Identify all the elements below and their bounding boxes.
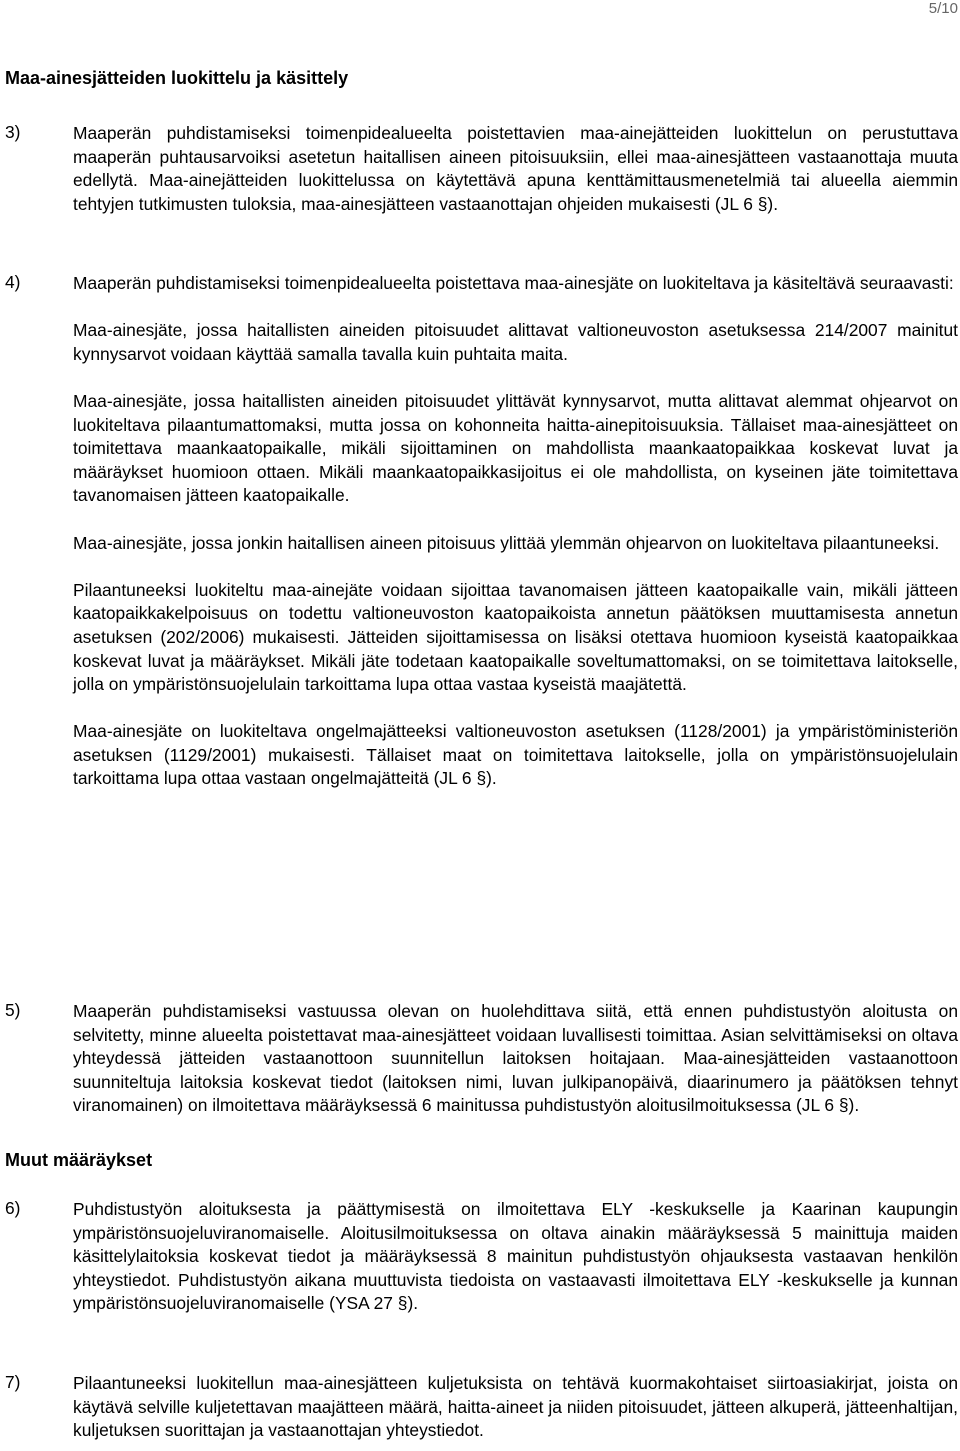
item-4-body [73, 272, 958, 791]
item-4-paragraph-upper-guideline: Maa-ainesjäte, jossa jonkin haitallisen aineen pitoisuus ylittää ylemmän ohjearvon on luokiteltava pilaantuneeksi. [73, 532, 940, 553]
item-4-intro: Maaperän puhdistamiseksi toimenpidealueelta poistettava maa-ainesjäte on luokiteltava ja käsiteltävä seuraavasti: [73, 273, 954, 293]
item-3-number: 3) [5, 122, 21, 142]
item-4-paragraph-hazardous: Maa-ainesjäte on luokiteltava ongelmajätteeksi valtioneuvoston asetuksen (1128/2001) ja ympäristöministeriön asetuksen (1129/2001) mukaisesti. Tällaiset maat on toimitettava laitokselle, jolla on ympäristönsuojelulain tarkoittama lupa ottaa vastaan ongelmajätteitä (JL 6 §). [73, 721, 958, 789]
item-3-paragraph: Maaperän puhdistamiseksi toimenpidealueelta poistettavien maa-ainejätteiden luokittelun on perustuttava maaperän puhtausarvoiksi asetetun haitallisen aineen pitoisuuksiin, ellei maa-ainesjätteen vastaanottaja muuta edellytä. Maa-ainejätteiden luokittelussa on käytettävä apuna kenttämittausmenetelmiä tai alueella aiemmin tehtyjen tutkimusten tuloksia, maa-ainesjätteen vastaanottajan ohjeiden mukaisesti (JL 6 §). [73, 123, 958, 214]
item-5-paragraph: Maaperän puhdistamiseksi vastuussa olevan on huolehdittava siitä, että ennen puhdistustyön aloitusta on selvitetty, minne alueelta poistettavat maa-ainesjätteet voidaan luvallisesti toimittaa. Asian selvittämiseksi on oltava yhteydessä jätteiden vastaanottoon suunnitellun laitoksen hoitajaan. Maa-ainesjätteiden vastaanottoon suunniteltuja laitoksia koskevat tiedot (laitoksen nimi, luvan julkipanopäivä, diaarinumero ja päätöksen tehnyt viranomainen) on ilmoitettava määräyksessä 6 mainitussa puhdistustyön aloitusilmoituksessa (JL 6 §). [73, 1001, 958, 1116]
page-number: 5/10 [928, 0, 958, 17]
item-6-paragraph: Puhdistustyön aloituksesta ja päättymisestä on ilmoitettava ELY -keskukselle ja Kaarinan kaupungin ympäristönsuojeluviranomaiselle. Aloitusilmoituksessa on oltava ainakin määräyksessä 5 mainittuja maiden käsittelylaitoksia koskevat tiedot ja määräyksessä 8 mainitun puhdistustyön ohjauksesta vastaavan henkilön yhteystiedot. Puhdistustyön aikana muuttuvista tiedoista on vastaavasti ilmoitettava ELY -keskukselle ja kunnan ympäristönsuojeluviranomaiselle (YSA 27 §). [73, 1199, 958, 1314]
item-7-paragraph: Pilaantuneeksi luokitellun maa-ainesjätteen kuljetuksista on tehtävä kuormakohtaiset siirtoasiakirjat, joista on käytävä selville kuljetettavan maajätteen määrä, haitta-aineet ja niiden pitoisuudet, jätteen alkuperä, jätteenhaltijan, kuljetuksen suorittajan ja vastaanottajan yhteystiedot. [73, 1373, 958, 1441]
item-5-number: 5) [5, 1000, 21, 1020]
item-4-paragraph-threshold: Maa-ainesjäte, jossa haitallisten aineiden pitoisuudet alittavat valtioneuvoston asetuksessa 214/2007 mainitut kynnysarvot voidaan käyttää samalla tavalla kuin puhtaita maita. [73, 320, 958, 364]
item-7-body [73, 1372, 958, 1443]
item-7-number: 7) [5, 1372, 21, 1392]
item-4-paragraph-contaminated: Pilaantuneeksi luokiteltu maa-ainejäte voidaan sijoittaa tavanomaisen jätteen kaatopaikalle vain, mikäli jätteen kaatopaikkakelpoisuus on todettu valtioneuvoston kaatopaikoista annetun päätöksen muuttamisesta annetun asetuksen (202/2006) mukaisesti. Jätteiden sijoittamisessa on lisäksi otettava huomioon kyseistä kaatopaikkaa koskevat luvat ja määräykset. Mikäli jäte todetaan kaatopaikalle soveltumattomaksi, on se toimitettava laitokselle, jolla on ympäristönsuojelulain tarkoittama lupa ottaa vastaa kyseistä maajätettä. [73, 579, 958, 695]
item-6-number: 6) [5, 1198, 21, 1218]
item-4-number: 4) [5, 272, 21, 292]
item-4-paragraph-lower-guideline: Maa-ainesjäte, jossa haitallisten aineiden pitoisuudet ylittävät kynnysarvot, mutta alittavat alemmat ohjearvot on luokiteltava pilaantumattomaksi, mutta jossa on kohonneita haitta-ainepitoisuuksia. Tällaiset maa-ainesjätteet on toimitettava maankaatopaikalle, mikäli sijoittaminen on mahdollista maankaatopaikkaa koskevat luvat ja määräykset huomioon ottaen. Mikäli maankaatopaikkasijoitus ei ole mahdollista, on kyseinen jäte toimitettava tavanomaisen jätteen kaatopaikalle. [73, 390, 958, 506]
section-heading-other: Muut määräykset [5, 1150, 153, 1170]
item-3-body [73, 122, 958, 216]
section-heading-classification: Maa-ainesjätteiden luokittelu ja käsittely [5, 68, 349, 88]
item-6-body [73, 1198, 958, 1316]
item-5-body [73, 1000, 958, 1118]
